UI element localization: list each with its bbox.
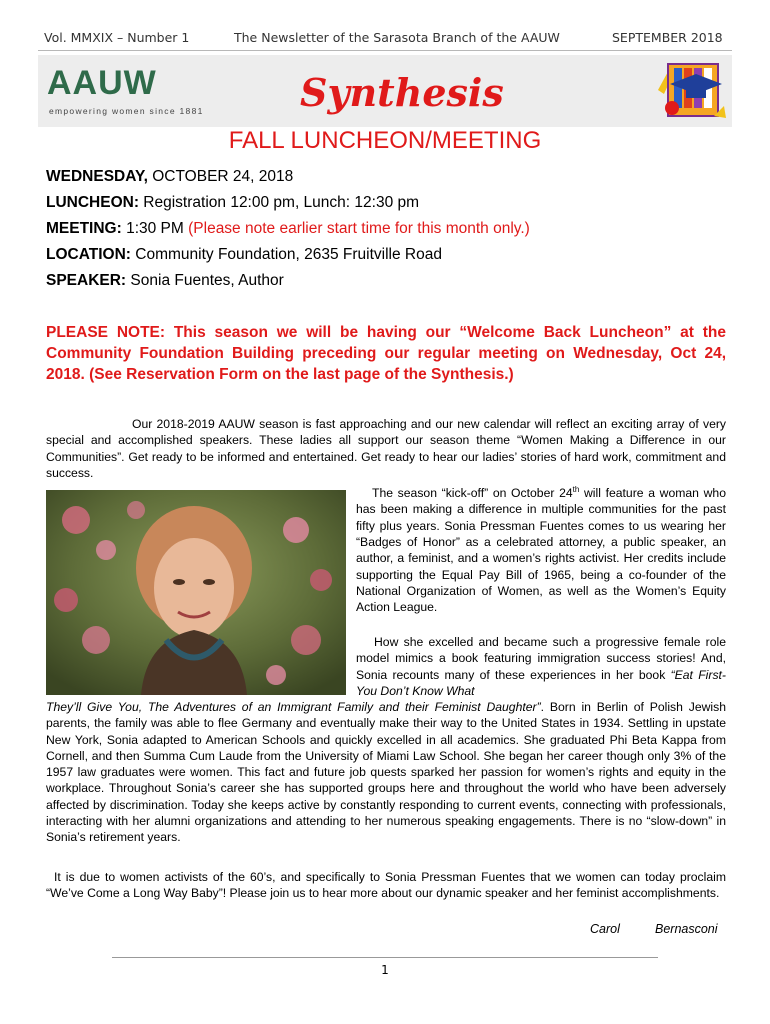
aauw-logo (47, 62, 204, 120)
volume-number: Vol. MMXIX – Number 1 (44, 30, 190, 45)
event-date (46, 166, 293, 187)
event-meeting (46, 218, 530, 239)
side-paragraph-1 (356, 482, 726, 615)
signature-first-name: Carol (590, 922, 620, 936)
location-label: LOCATION: (46, 246, 131, 263)
luncheon-value: Registration 12:00 pm, Lunch: 12:30 pm (139, 194, 420, 211)
date-value: OCTOBER 24, 2018 (147, 168, 294, 185)
side-paragraph-1-sup: th (572, 485, 580, 494)
luncheon-label: LUNCHEON: (46, 194, 139, 211)
header-rule (38, 50, 732, 51)
event-luncheon (46, 192, 419, 213)
signature-last-name: Bernasconi (655, 922, 718, 936)
side-paragraph-2 (356, 634, 726, 699)
issue-date: SEPTEMBER 2018 (612, 30, 723, 45)
meeting-heading: FALL LUNCHEON/MEETING (228, 127, 542, 154)
please-note-paragraph: PLEASE NOTE: This season we will be having our “Welcome Back Luncheon” at the Community Foundation Building preceding our regular meeting on Wednesday, Oct 24, 2018. (See Reservation Form on the last page of the Synthesis.) (46, 324, 726, 383)
closing-paragraph: It is due to women activists of the 60’s, and specifically to Sonia Pressman Fuentes that we women can today proclaim “We’ve Come a Long Way Baby”! Please join us to hear more about our dynamic speaker and her feminist accomplishments. (46, 870, 726, 901)
intro-paragraph: Our 2018-2019 AAUW season is fast approaching and our new calendar will reflect an exciting array of very special and accomplished speakers. These ladies all support our season theme “Women Making a Difference in our Communities”. Get ready to be informed and entertained. Get ready to hear our ladies’ stories of hard work, commitment and success. (46, 417, 726, 480)
book-title-start: “Eat First-You Don’t Know What (356, 667, 726, 698)
event-location (46, 244, 442, 265)
side-paragraph-1-text-a: The season “kick-off” on October 24 (372, 486, 573, 501)
book-title-end: They’ll Give You, The Adventures of an Immigrant Family and their Feminist Daughter” (46, 700, 541, 714)
event-speaker (46, 270, 284, 291)
speaker-value: Sonia Fuentes, Author (126, 272, 284, 289)
biography-paragraph (46, 699, 726, 846)
meeting-value: 1:30 PM (121, 220, 189, 237)
newsletter-name: The Newsletter of the Sarasota Branch of the AAUW (234, 30, 560, 45)
speaker-label: SPEAKER: (46, 272, 127, 289)
meeting-label: MEETING: (46, 220, 122, 237)
meeting-note: (Please note earlier start time for this month only.) (188, 220, 530, 237)
graduation-cap-icon (656, 58, 728, 124)
footer-rule (112, 957, 658, 958)
newsletter-title: Synthesis (300, 70, 504, 115)
speaker-photo (46, 490, 346, 695)
side-paragraph-2-text: How she excelled and became such a progressive female role model mimics a book featuring immigration success stories! And, Sonia recounts many of these experiences in her book (356, 635, 726, 682)
biography-text: . Born in Berlin of Polish Jewish parents, the family was able to flee Germany and eventually make their way to the United States in 1934. Settling in upstate New York, Sonia adapted to American Schools and quickly excelled in all academics. She graduated Phi Beta Kappa from Cornell, and then Summa Cum Laude from the University of Miami Law School. She began her career though only 3% of the 1957 law graduates were women. This fact and future job quests sparked her passion for women’s rights and equity in the workplace. Throughout Sonia’s career she has supported groups here and throughout the world who have been adversely affected by discrimination. Today she keeps active by constantly responding to current events, connecting with professionals, interacting with her alumni organizations and attending to her numerous speaking engagements. There is no “slow-down” in Sonia’s retirement years. (46, 700, 727, 845)
logo-letters: AAUW (47, 64, 157, 102)
side-paragraph-1-text-b: will feature a woman who has been making a difference in multiple communities for the past fifty plus years. Sonia Pressman Fuentes comes to us wearing her “Badges of Honor” as a celebrated attorney, a public speaker, an author, a feminist, and a women’s rights activist. Her credits include supporting the Equal Pay Bill of 1965, being a co-founder of the National Organization of Women, as well as the Women’s Equity Action League. (356, 486, 726, 615)
location-value: Community Foundation, 2635 Fruitville Road (130, 246, 442, 263)
logo-tagline: empowering women since 1881 (49, 106, 204, 116)
date-label: WEDNESDAY, (46, 168, 148, 185)
page-number: 1 (381, 963, 389, 977)
